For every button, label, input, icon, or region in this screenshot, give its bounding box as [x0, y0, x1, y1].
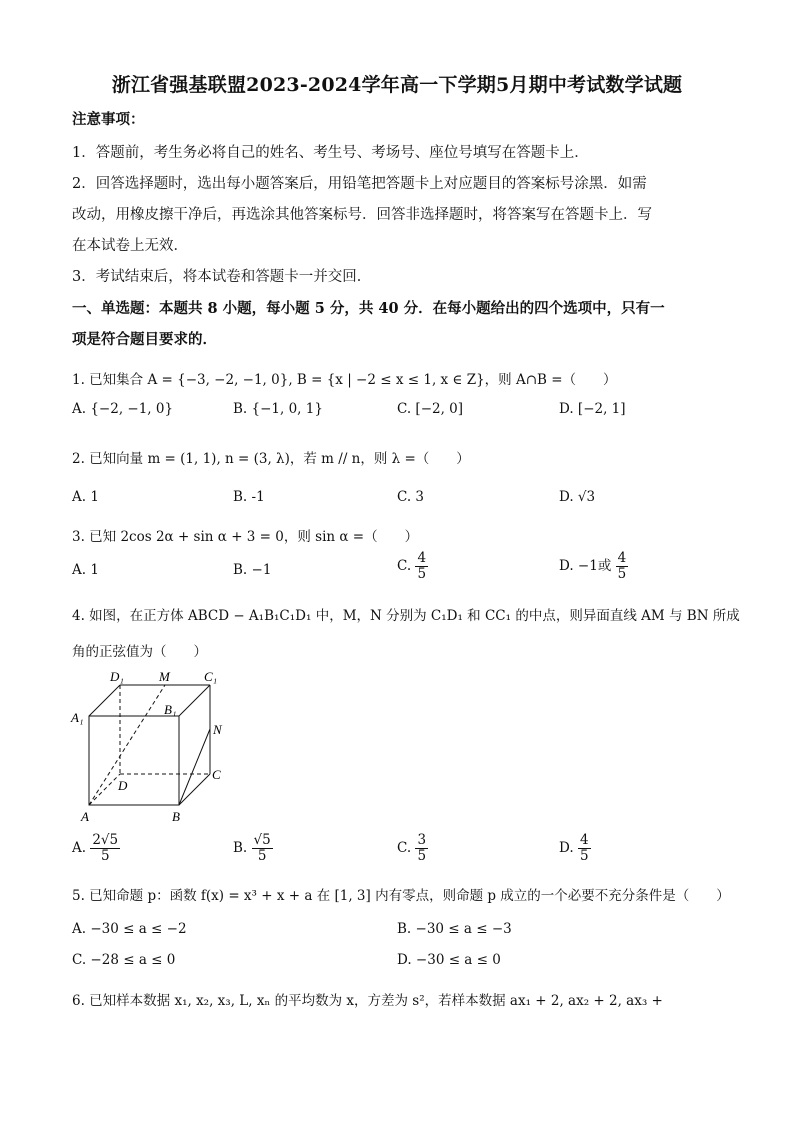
label-b1: B₁: [164, 702, 177, 717]
q1-option-b: B. {−1, 0, 1}: [233, 401, 323, 417]
q4-option-c-den: 5: [417, 847, 427, 864]
q5-option-d: D. −30 ≤ a ≤ 0: [397, 952, 501, 968]
notice-line-5: 3．考试结束后，将本试卷和答题卡一并交回．: [72, 269, 372, 285]
question-3-stem: 3. 已知 2cos 2α + sin α + 3 = 0，则 sin α =（ ）: [72, 529, 419, 545]
label-c: C: [212, 767, 221, 782]
q2-option-d: D. √3: [559, 489, 596, 505]
q3-option-b: B. −1: [233, 562, 272, 578]
q1-option-a: A. {−2, −1, 0}: [72, 401, 174, 417]
label-a1: A₁: [71, 710, 84, 725]
question-4-stem-line-2: 角的正弦值为（ ）: [72, 644, 207, 660]
q3-option-a: A. 1: [72, 562, 99, 578]
label-d1: D₁: [110, 669, 124, 684]
q4-option-c: [397, 833, 428, 864]
question-6-stem: 6. 已知样本数据 x₁, x₂, x₃, L, xₙ 的平均数为 x，方差为 s²，若样本数据 ax₁ + 2, ax₂ + 2, ax₃ +: [72, 993, 663, 1009]
q2-option-a: A. 1: [72, 489, 99, 505]
q4-option-a: [72, 833, 120, 864]
question-5-stem: 5. 已知命题 p：函数 f(x) = x³ + x + a 在 [1, 3] 内有零点，则命题 p 成立的一个必要不充分条件是（ ）: [72, 888, 730, 904]
notice-heading: 注意事项：: [72, 111, 145, 128]
q4-option-b-den: 5: [257, 847, 267, 864]
question-4-stem-line-1: 4. 如图，在正方体 ABCD − A₁B₁C₁D₁ 中，M，N 分别为 C₁D₁ 和 CC₁ 的中点，则异面直线 AM 与 BN 所成: [72, 608, 740, 624]
label-c1: C₁: [204, 669, 218, 684]
q4-option-c-fraction: [415, 833, 428, 864]
q3-option-d-fraction: [616, 551, 629, 582]
q5-option-c: C. −28 ≤ a ≤ 0: [72, 952, 176, 968]
notice-line-4: 在本试卷上无效．: [72, 238, 188, 254]
notice-line-3: 改动，用橡皮擦干净后，再选涂其他答案标号．回答非选择题时，将答案写在答题卡上．写: [72, 207, 652, 223]
question-1-stem: 1. 已知集合 A = {−3, −2, −1, 0}, B = {x | −2 ≤ x ≤ 1, x ∈ Z}，则 A∩B =（ ）: [72, 372, 617, 388]
section-heading-line-1: 一、单选题：本题共 8 小题，每小题 5 分，共 40 分．在每小题给出的四个选项中，只有一: [72, 300, 665, 317]
q4-option-d: [559, 833, 591, 864]
q3-option-c: [397, 551, 428, 582]
notice-line-1: 1．答题前，考生务必将自己的姓名、考生号、考场号、座位号填写在答题卡上．: [72, 145, 589, 161]
cube-figure: [68, 668, 236, 828]
section-heading-line-2: 项是符合题目要求的．: [72, 331, 217, 348]
q4-option-b: [233, 833, 273, 864]
label-a: A: [81, 809, 89, 824]
q3-option-d-num: 4: [617, 550, 627, 566]
q4-option-c-label: C.: [397, 839, 412, 856]
q4-option-b-num: √5: [253, 832, 271, 848]
q4-option-a-den: 5: [100, 847, 110, 864]
q4-option-d-label: D.: [559, 839, 574, 856]
question-2-stem: 2. 已知向量 m = (1, 1), n = (3, λ)，若 m // n，则 λ =（ ）: [72, 451, 470, 467]
q4-option-c-num: 3: [417, 832, 427, 848]
q4-option-a-label: A.: [72, 839, 87, 856]
q2-option-b: B. -1: [233, 489, 265, 505]
q4-option-b-label: B.: [233, 839, 248, 856]
q3-option-c-num: 4: [417, 550, 427, 566]
q1-option-d: D. [−2, 1]: [559, 401, 626, 417]
q4-option-b-fraction: [252, 833, 273, 864]
page-title: 浙江省强基联盟2023-2024学年高一下学期5月期中考试数学试题: [111, 74, 683, 96]
label-m: M: [159, 669, 170, 684]
q4-option-d-num: 4: [579, 832, 589, 848]
q3-option-c-fraction: [415, 551, 428, 582]
q4-option-a-fraction: [90, 833, 120, 864]
q3-option-c-den: 5: [417, 565, 427, 582]
q4-option-d-fraction: [578, 833, 591, 864]
label-b: B: [172, 809, 180, 824]
q3-option-d: [559, 551, 628, 582]
q5-option-a: A. −30 ≤ a ≤ −2: [72, 921, 187, 937]
q3-option-c-label: C.: [397, 557, 412, 574]
q3-option-d-label: D. −1或: [559, 557, 612, 574]
q5-option-b: B. −30 ≤ a ≤ −3: [397, 921, 512, 937]
q1-option-c: C. [−2, 0]: [397, 401, 464, 417]
notice-line-2: 2．回答选择题时，选出每小题答案后，用铅笔把答题卡上对应题目的答案标号涂黑．如需: [72, 176, 647, 192]
q3-option-d-den: 5: [617, 565, 627, 582]
q4-option-d-den: 5: [579, 847, 589, 864]
label-n: N: [213, 722, 222, 737]
q2-option-c: C. 3: [397, 489, 425, 505]
q4-option-a-num: 2√5: [92, 832, 119, 848]
label-d: D: [118, 778, 128, 793]
